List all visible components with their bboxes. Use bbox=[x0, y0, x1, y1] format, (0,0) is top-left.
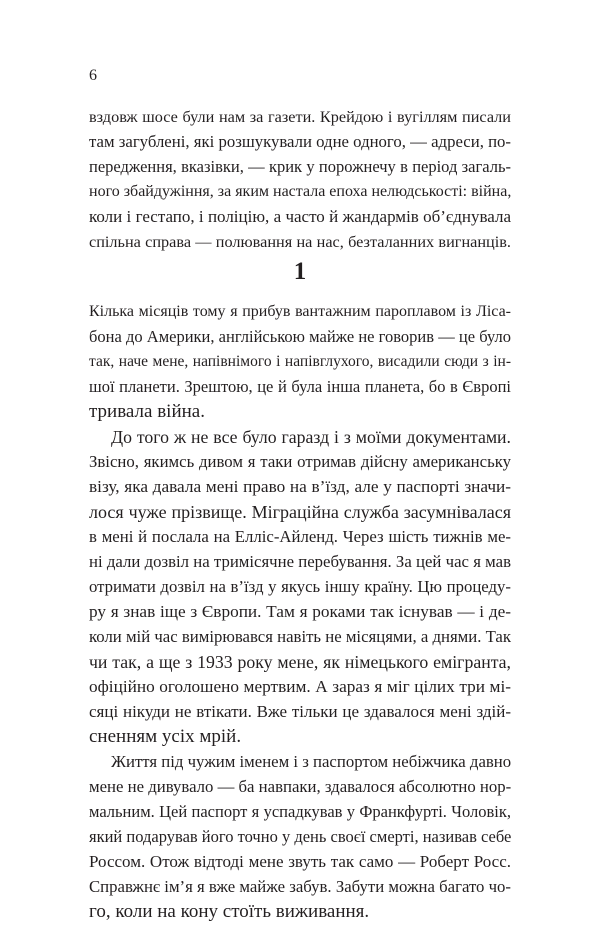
text-line: бона до Америки, англійською майже не говорив — це було bbox=[89, 327, 511, 346]
text-line: в мені й послала на Елліс-Айленд. Через шість тижнів ме- bbox=[89, 527, 511, 546]
text-line: який подарував його точно у день своєї смерті, називав себе bbox=[89, 827, 512, 846]
text-line: коли мій час вимірювався навіть не місяцями, а днями. Так bbox=[89, 627, 511, 646]
text-line: лося чуже прізвище. Міграційна служба засумнівалася bbox=[89, 502, 511, 522]
text-line: Кілька місяців тому я прибув вантажним пароплавом із Ліса- bbox=[89, 303, 511, 320]
chapter-heading: 1 bbox=[293, 258, 307, 285]
text-line: мене не дивувало — ба навпаки, здавалося абсолютно нор- bbox=[89, 777, 512, 796]
text-line: спільна справа — полювання на нас, безталанних вигнанців. bbox=[89, 233, 511, 251]
text-line: До того ж не все було гаразд і з моїми документами. bbox=[111, 427, 511, 447]
text-line: ру я знав іще з Європи. Там я роками так існував — і де- bbox=[89, 602, 511, 621]
text-line: вздовж шосе були нам за газети. Крейдою і вугіллям писали bbox=[89, 108, 511, 126]
text-line: сненням усіх мрій. bbox=[89, 726, 242, 747]
text-line: Життя під чужим іменем і з паспортом небіжчика давно bbox=[111, 752, 512, 771]
text-line: Россом. Отож відтоді мене звуть так само — Роберт Росс. bbox=[89, 852, 511, 871]
text-line: візу, яка давала мені право на в’їзд, але у паспорті значи- bbox=[89, 477, 511, 496]
text-line: мальним. Цей паспорт я успадкував у Франкфурті. Чоловік, bbox=[89, 802, 511, 821]
text-line: шої планети. Зрештою, це й була інша планета, бо в Європі bbox=[89, 377, 511, 396]
page-number: 6 bbox=[89, 67, 97, 84]
text-line: отримати дозвіл на в’їзд у якусь іншу країну. Цю процеду- bbox=[89, 577, 511, 596]
text-line: передження, вказівки, — крик у порожнечу в період загаль- bbox=[89, 157, 511, 176]
text-line: Звісно, якимсь дивом я таки отримав дійсну американську bbox=[89, 452, 511, 471]
text-line: тривала війна. bbox=[89, 401, 205, 422]
text-line: го, коли на кону стоїть виживання. bbox=[89, 901, 370, 922]
text-line: ні дали дозвіл на тримісячне перебування. За цей час я мав bbox=[89, 552, 511, 571]
text-line: ного збайдужіння, за яким настала епоха нелюдськості: війна, bbox=[89, 183, 512, 200]
text-line: офіційно оголошено мертвим. А зараз я міг цілих три мі- bbox=[89, 677, 511, 696]
text-line: коли і гестапо, і поліцію, а часто й жандармів об’єднувала bbox=[89, 207, 511, 226]
text-line: чи так, а ще з 1933 року мене, як німецького емігранта, bbox=[89, 652, 511, 672]
text-line: там загублені, які розшукували одне одного, — адреси, по- bbox=[89, 132, 511, 151]
text-line: сяці нікуди не втікати. Вже тільки це здавалося мені здій- bbox=[89, 702, 511, 721]
text-line: Справжнє ім’я я вже майже забув. Забути можна багато чо- bbox=[89, 877, 511, 896]
text-line: так, наче мене, напівнімого і напівглухого, висадили сюди з ін- bbox=[89, 353, 511, 370]
